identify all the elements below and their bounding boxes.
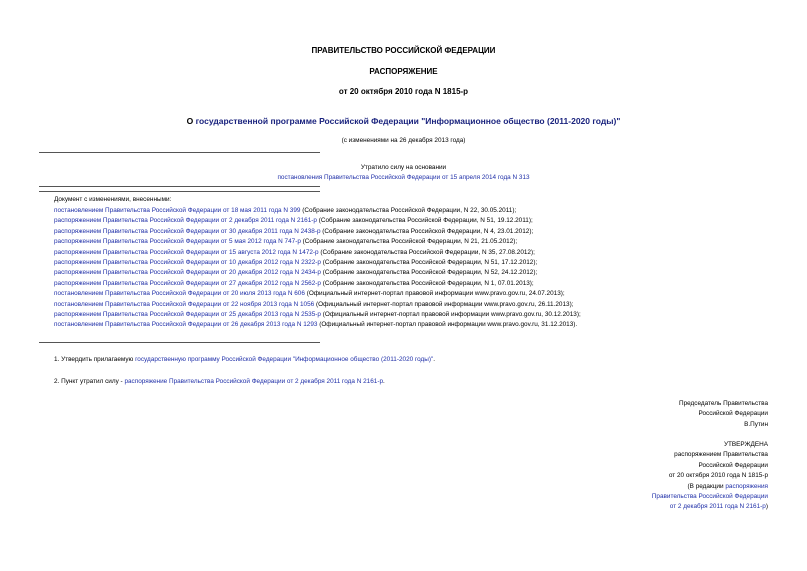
amendment-source: (Собрание законодательства Российской Федерации, N 22, 30.05.2011);: [300, 207, 517, 214]
list-item: [54, 227, 581, 237]
approved-country: Российской Федерации: [698, 461, 768, 469]
paragraph-1-text: 1. Утвердить прилагаемую: [54, 356, 136, 363]
amendment-link[interactable]: распоряжением Правительства Российской Федерации от 25 декабря 2013 года N 2535-р: [54, 310, 321, 318]
list-item: [54, 216, 581, 226]
amendment-source: (Официальный интернет-портал правовой информации www.pravo.gov.ru, 24.07.2013);: [304, 290, 565, 298]
amendment-link[interactable]: постановлением Правительства Российской Федерации от 26 декабря 2013 года N 1293: [54, 321, 318, 329]
title-prefix: О: [186, 116, 196, 126]
amendment-source: (Официальный интернет-портал правовой информации www.pravo.gov.ru, 30.12.2013);: [320, 310, 581, 318]
edition-link[interactable]: распоряжения: [725, 482, 768, 490]
amendment-source: (Собрание законодательства Российской Федерации, N 51, 17.12.2012);: [320, 258, 538, 266]
amendment-source: (Собрание законодательства Российской Федерации, N 4, 23.01.2012);: [320, 227, 534, 235]
document-type: РАСПОРЯЖЕНИЕ: [369, 67, 438, 76]
edition-prefix: (В редакции: [687, 482, 726, 490]
edition-note-end: [652, 502, 768, 512]
amendment-source: (Собрание законодательства Российской Федерации, N 21, 21.05.2012);: [300, 238, 518, 246]
amendment-source: (Собрание законодательства Российской Федерации, N 52, 24.12.2012);: [320, 269, 538, 277]
list-item: [54, 279, 581, 289]
separator-rule: [39, 152, 320, 153]
list-item: [54, 300, 581, 310]
paragraph-2-text: 2. Пункт утратил силу -: [54, 378, 125, 385]
amendment-source: (Официальный интернет-портал правовой информации www.pravo.gov.ru, 26.11.2013);: [314, 300, 574, 308]
amendment-source: (Собрание законодательства Российской Федерации, N 51, 19.12.2011);: [316, 217, 533, 225]
government-heading: ПРАВИТЕЛЬСТВО РОССИЙСКОЙ ФЕДЕРАЦИИ: [311, 46, 496, 55]
approved-date-number: от 20 октября 2010 года N 1815-р: [668, 472, 768, 480]
document-date-number: от 20 октября 2010 года N 1815-р: [338, 87, 469, 96]
signature-block: [679, 399, 768, 430]
list-item: [54, 268, 581, 278]
signature-country: Российской Федерации: [698, 410, 768, 418]
approved-by: распоряжением Правительства: [674, 451, 768, 459]
paragraph-2: [54, 377, 385, 387]
approval-block: [652, 440, 768, 513]
amendment-link[interactable]: распоряжением Правительства Российской Федерации от 20 декабря 2012 года N 2434-р: [54, 269, 321, 277]
amendment-link[interactable]: распоряжением Правительства Российской Федерации от 10 декабря 2012 года N 2322-р: [54, 258, 321, 266]
amendment-link[interactable]: постановлением Правительства Российской Федерации от 22 ноября 2013 года N 1056: [54, 300, 315, 308]
amended-note: (с изменениями на 26 декабря 2013 года): [341, 137, 466, 144]
amendment-link[interactable]: постановлением Правительства Российской Федерации от 20 июля 2013 года N 606: [54, 290, 305, 298]
title-program-link[interactable]: государственной программе Российской Федерации "Информационное общество (2011-2020 годы)": [195, 116, 621, 126]
program-link[interactable]: государственную программу Российской Федерации "Информационное общество (2011-2020 годы)": [135, 356, 434, 363]
list-item: [54, 237, 581, 247]
changes-list: [54, 206, 581, 331]
amendment-link[interactable]: распоряжением Правительства Российской Федерации от 5 мая 2012 года N 747-р: [54, 238, 301, 246]
repealed-order-link[interactable]: распоряжение Правительства Российской Федерации от 2 декабря 2011 года N 2161-р: [124, 378, 384, 385]
signature-position: Председатель Правительства: [679, 400, 768, 407]
amendment-source: (Собрание законодательства Российской Федерации, N 35, 27.08.2012);: [318, 248, 535, 256]
invalidated-decree-link[interactable]: постановления Правительства Российской Федерации от 15 апреля 2014 года N 313: [277, 174, 530, 181]
amendment-source: (Официальный интернет-портал правовой информации www.pravo.gov.ru, 31.12.2013).: [317, 321, 578, 329]
list-item: [54, 310, 581, 320]
edition-note: [652, 482, 768, 492]
paragraph-2-end: .: [383, 378, 385, 385]
signature-name: В.Путин: [744, 420, 768, 428]
amendment-source: (Собрание законодательства Российской Федерации, N 1, 07.01.2013);: [320, 279, 534, 287]
approved-label: УТВЕРЖДЕНА: [723, 441, 768, 448]
list-item: [54, 320, 581, 330]
paragraph-1: [54, 355, 435, 365]
separator-rule: [39, 186, 320, 187]
list-item: [54, 289, 581, 299]
edition-link-line3[interactable]: от 2 декабря 2011 года N 2161-р: [669, 503, 766, 511]
changes-heading: Документ с изменениями, внесенными:: [54, 196, 172, 203]
separator-rule: [39, 191, 320, 192]
amendment-link[interactable]: распоряжением Правительства Российской Федерации от 2 декабря 2011 года N 2161-р: [54, 217, 317, 225]
amendment-link[interactable]: постановлением Правительства Российской Федерации от 18 мая 2011 года N 399: [54, 207, 301, 214]
paragraph-1-end: .: [433, 356, 436, 363]
amendment-link[interactable]: распоряжением Правительства Российской Федерации от 15 августа 2012 года N 1472-р: [54, 248, 319, 256]
invalidated-basis: Утратило силу на основании: [360, 164, 447, 171]
list-item: [54, 248, 581, 258]
separator-rule: [39, 342, 320, 343]
amendment-link[interactable]: распоряжением Правительства Российской Федерации от 27 декабря 2012 года N 2562-р: [54, 279, 321, 287]
edition-suffix: ): [765, 503, 768, 511]
document-title: [0, 116, 807, 126]
list-item: [54, 258, 581, 268]
list-item: [54, 206, 581, 216]
edition-link-line2[interactable]: Правительства Российской Федерации: [651, 493, 768, 501]
amendment-link[interactable]: распоряжением Правительства Российской Федерации от 30 декабря 2011 года N 2438-р: [54, 227, 321, 235]
